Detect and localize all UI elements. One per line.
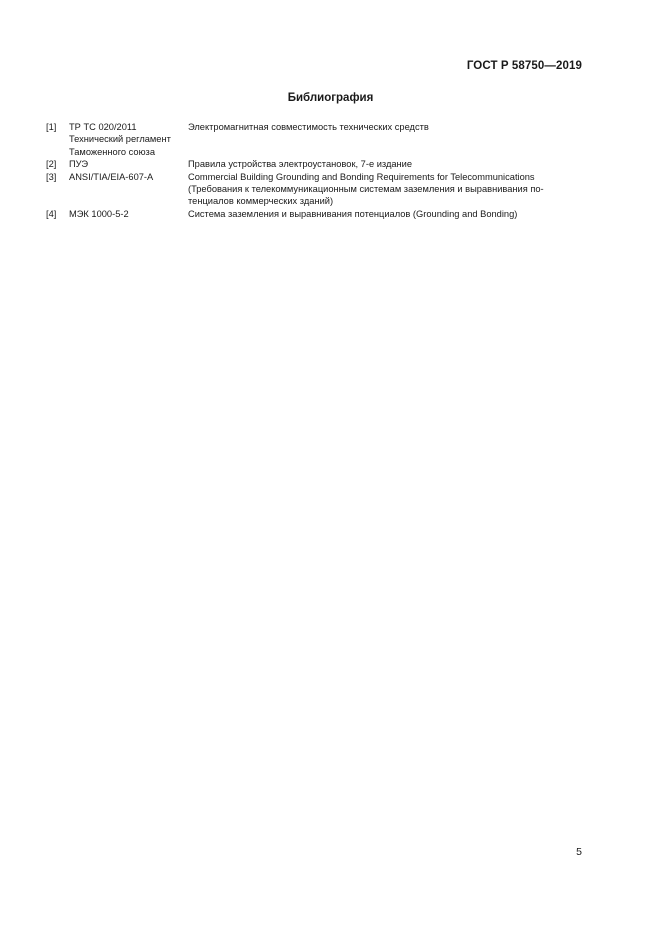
- bibliography-entry-3: [46, 171, 582, 208]
- entry-title: Система заземления и выравнивания потенциалов (Grounding and Bonding): [188, 208, 518, 219]
- entry-number: [4]: [46, 208, 57, 219]
- entry-code: ПУЭ: [69, 159, 89, 170]
- bibliography-entry-2: [46, 158, 582, 170]
- entry-number: [2]: [46, 159, 57, 170]
- entry-code: МЭК 1000-5-2: [69, 208, 129, 219]
- page-number: 5: [576, 846, 582, 858]
- entry-title: Правила устройства электроустановок, 7-е издание: [188, 159, 413, 170]
- bibliography-entry-1: [46, 121, 582, 158]
- entry-number: [1]: [46, 122, 57, 132]
- bibliography-title: Библиография: [287, 92, 374, 104]
- entry-code: ТР ТС 020/2011 Технический регламент Таможенного союза: [69, 122, 171, 157]
- entry-code: ANSI/TIA/EIA-607-A: [69, 171, 154, 182]
- entry-title: Commercial Building Grounding and Bonding Requirements for Telecommunications (Требования к телекоммуникационным системам заземления и выравнивания по- тенциалов коммерческих зданий): [188, 171, 544, 207]
- bibliography-entry-4: [46, 208, 582, 220]
- entry-title: Электромагнитная совместимость технических средств: [188, 122, 429, 132]
- bibliography-list: [46, 121, 582, 220]
- entry-number: [3]: [46, 171, 57, 182]
- document-header-code: ГОСТ Р 58750—2019: [466, 60, 582, 72]
